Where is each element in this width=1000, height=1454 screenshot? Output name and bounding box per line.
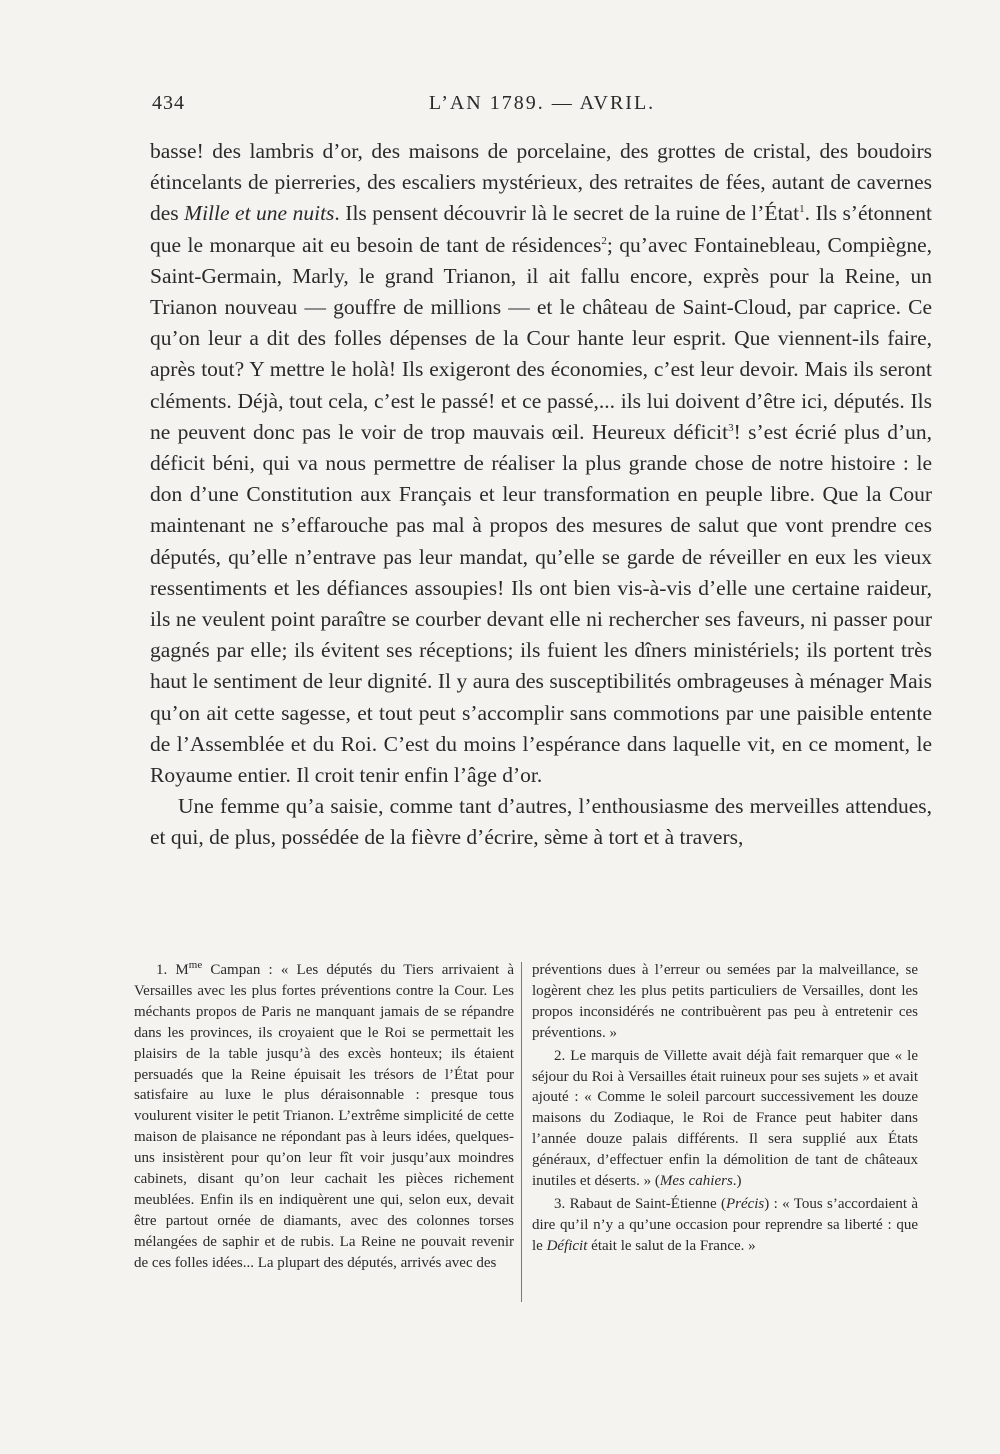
paragraph-1 bbox=[150, 136, 932, 791]
italic-title: Mille et une nuits bbox=[184, 201, 335, 226]
page-number: 434 bbox=[152, 92, 185, 114]
text-segment: Campan : « Les députés du Tiers arrivaient à Versailles avec les plus fortes préventions contre la Cour. Les méchants propos de Paris ne manquant jamais de se répandre dans les provinces, ils croyaient que le Roi se permettait les plaisirs de la table jusqu’à des excès honteux; ils étaient persuadés que la Reine épuisait les trésors de l’État pour satisfaire au luxe le plus déraisonnable : presque tous voulurent visiter le petit Trianon. L’extrême simplicité de cette maison de plaisance ne répondant pas à leurs idées, quelques-uns insistèrent pour qu’on leur fît voir jusqu’aux moindres cabinets, disant qu’on leur cachait les pièces richement meublées. Enfin ils en indiquèrent une qui, selon eux, devait être partout ornée de diamants, avec des colonnes torses mélangées de saphir et de rubis. La Reine ne pouvait revenir de ces folles idées... La plupart des députés, arrivés avec des bbox=[134, 962, 515, 1271]
footnote-1 bbox=[134, 960, 514, 1274]
text-segment: 2. Le marquis de Villette avait déjà fait remarquer que « le séjour du Roi à Versailles était ruineux pour ses sujets » et avait ajouté : « Comme le soleil parcourt successivement les douze maisons du Zodiaque, le Roi de France peut habiter dans l’année douze palais différents. Il sera supplié aux États généraux, d’effectuer enfin la démolition de tant de châteaux inutiles et déserts. » ( bbox=[532, 1047, 918, 1190]
footnote-3 bbox=[532, 1194, 918, 1257]
italic-word: Déficit bbox=[546, 1237, 588, 1254]
text-segment: . Ils s’étonnent que le monarque ait eu besoin de tant de résidences bbox=[150, 201, 932, 257]
running-title: L’AN 1789. — AVRIL. bbox=[428, 92, 656, 114]
paragraph-2: Une femme qu’a saisie, comme tant d’autres, l’enthousiasme des merveilles attendues, et qui, de plus, possédée de la fièvre d’écrire, sème à tort et à travers, bbox=[150, 794, 932, 850]
footnote-column-left bbox=[134, 960, 514, 1276]
text-segment: ) : « Tous s’accordaient à dire qu’il n’y a qu’une occasion pour reprendre sa liberté : que le bbox=[532, 1195, 918, 1254]
text-segment: 1. M bbox=[156, 962, 189, 978]
footnote-2 bbox=[532, 1046, 918, 1192]
text-segment: était le salut de la France. » bbox=[587, 1237, 756, 1254]
text-segment: ! s’est écrié plus d’un, déficit béni, qui va nous permettre de réaliser la plus grande chose de notre histoire : le don d’une Constitution aux Français et leur transformation en peuple libre. Que la Cour maintenant ne s’effarouche pas mal à propos des mesures de salut que vont prendre ces députés, qu’elle n’entrave pas leur mandat, qu’elle se garde de réveiller en eux les vieux ressentiments et les défiances assoupies! Ils ont bien vis-à-vis d’elle une certaine raideur, ils ne veulent point paraître se courber devant elle ni rechercher ses faveurs, ni passer pour gagnés par elle; ils évitent ses réceptions; ils fuient les dîners ministériels; ils portent très haut le sentiment de leur dignité. Il y aura des susceptibilités ombrageuses à ménager Mais qu’on ait cette sagesse, et tout peut s’accomplir sans commotions par une paisible entente de l’Assemblée et du Roi. C’est du moins l’espérance dans laquelle vit, en ce moment, le Royaume entier. Il croit tenir enfin l’âge d’or. bbox=[150, 419, 932, 788]
footnote-ref-2[interactable]: 2 bbox=[601, 234, 607, 247]
column-divider bbox=[521, 962, 522, 1302]
footnote-ref-1[interactable]: 1 bbox=[799, 203, 805, 216]
page-header bbox=[152, 88, 932, 120]
superscript: me bbox=[188, 959, 203, 971]
italic-title: Précis bbox=[725, 1195, 765, 1212]
italic-title: Mes cahiers bbox=[659, 1173, 733, 1190]
footnote-1-continued: préventions dues à l’erreur ou semées par la malveillance, se logèrent chez les plus petits particuliers de Versailles, dont les propos inconsidérés ne contribuèrent pas peu à entretenir ces préventions. » bbox=[532, 962, 918, 1041]
text-segment: .) bbox=[732, 1173, 742, 1190]
text-segment: ; qu’avec Fontainebleau, Compiègne, Saint-Germain, Marly, le grand Trianon, il ait fallu encore, exprès pour la Reine, un Trianon nouveau — gouffre de millions — et le château de Saint-Cloud, par caprice. Ce qu’on leur a dit des folles dépenses de la Cour hante leur esprit. Que viennent-ils faire, après tout? Y mettre le holà! Ils exigeront des économies, c’est leur devoir. Mais ils seront cléments. Déjà, tout cela, c’est le passé! et ce passé,... ils lui doivent d’être ici, députés. Ils ne peuvent donc pas le voir de trop mauvais œil. Heureux déficit bbox=[150, 232, 932, 444]
text-segment: basse! des lambris d’or, des maisons de porcelaine, des grottes de cristal, des boudoirs étincelants de pierreries, des escaliers mystérieux, des retraites de fées, autant de cavernes des bbox=[150, 139, 932, 226]
footnote-column-right bbox=[532, 960, 918, 1259]
text-segment: 3. Rabaut de Saint-Étienne ( bbox=[554, 1195, 726, 1212]
footnotes bbox=[134, 960, 934, 1320]
footnote-ref-3[interactable]: 3 bbox=[728, 421, 734, 434]
main-text bbox=[150, 136, 932, 854]
text-segment: . Ils pensent découvrir là le secret de la ruine de l’État bbox=[334, 201, 800, 226]
